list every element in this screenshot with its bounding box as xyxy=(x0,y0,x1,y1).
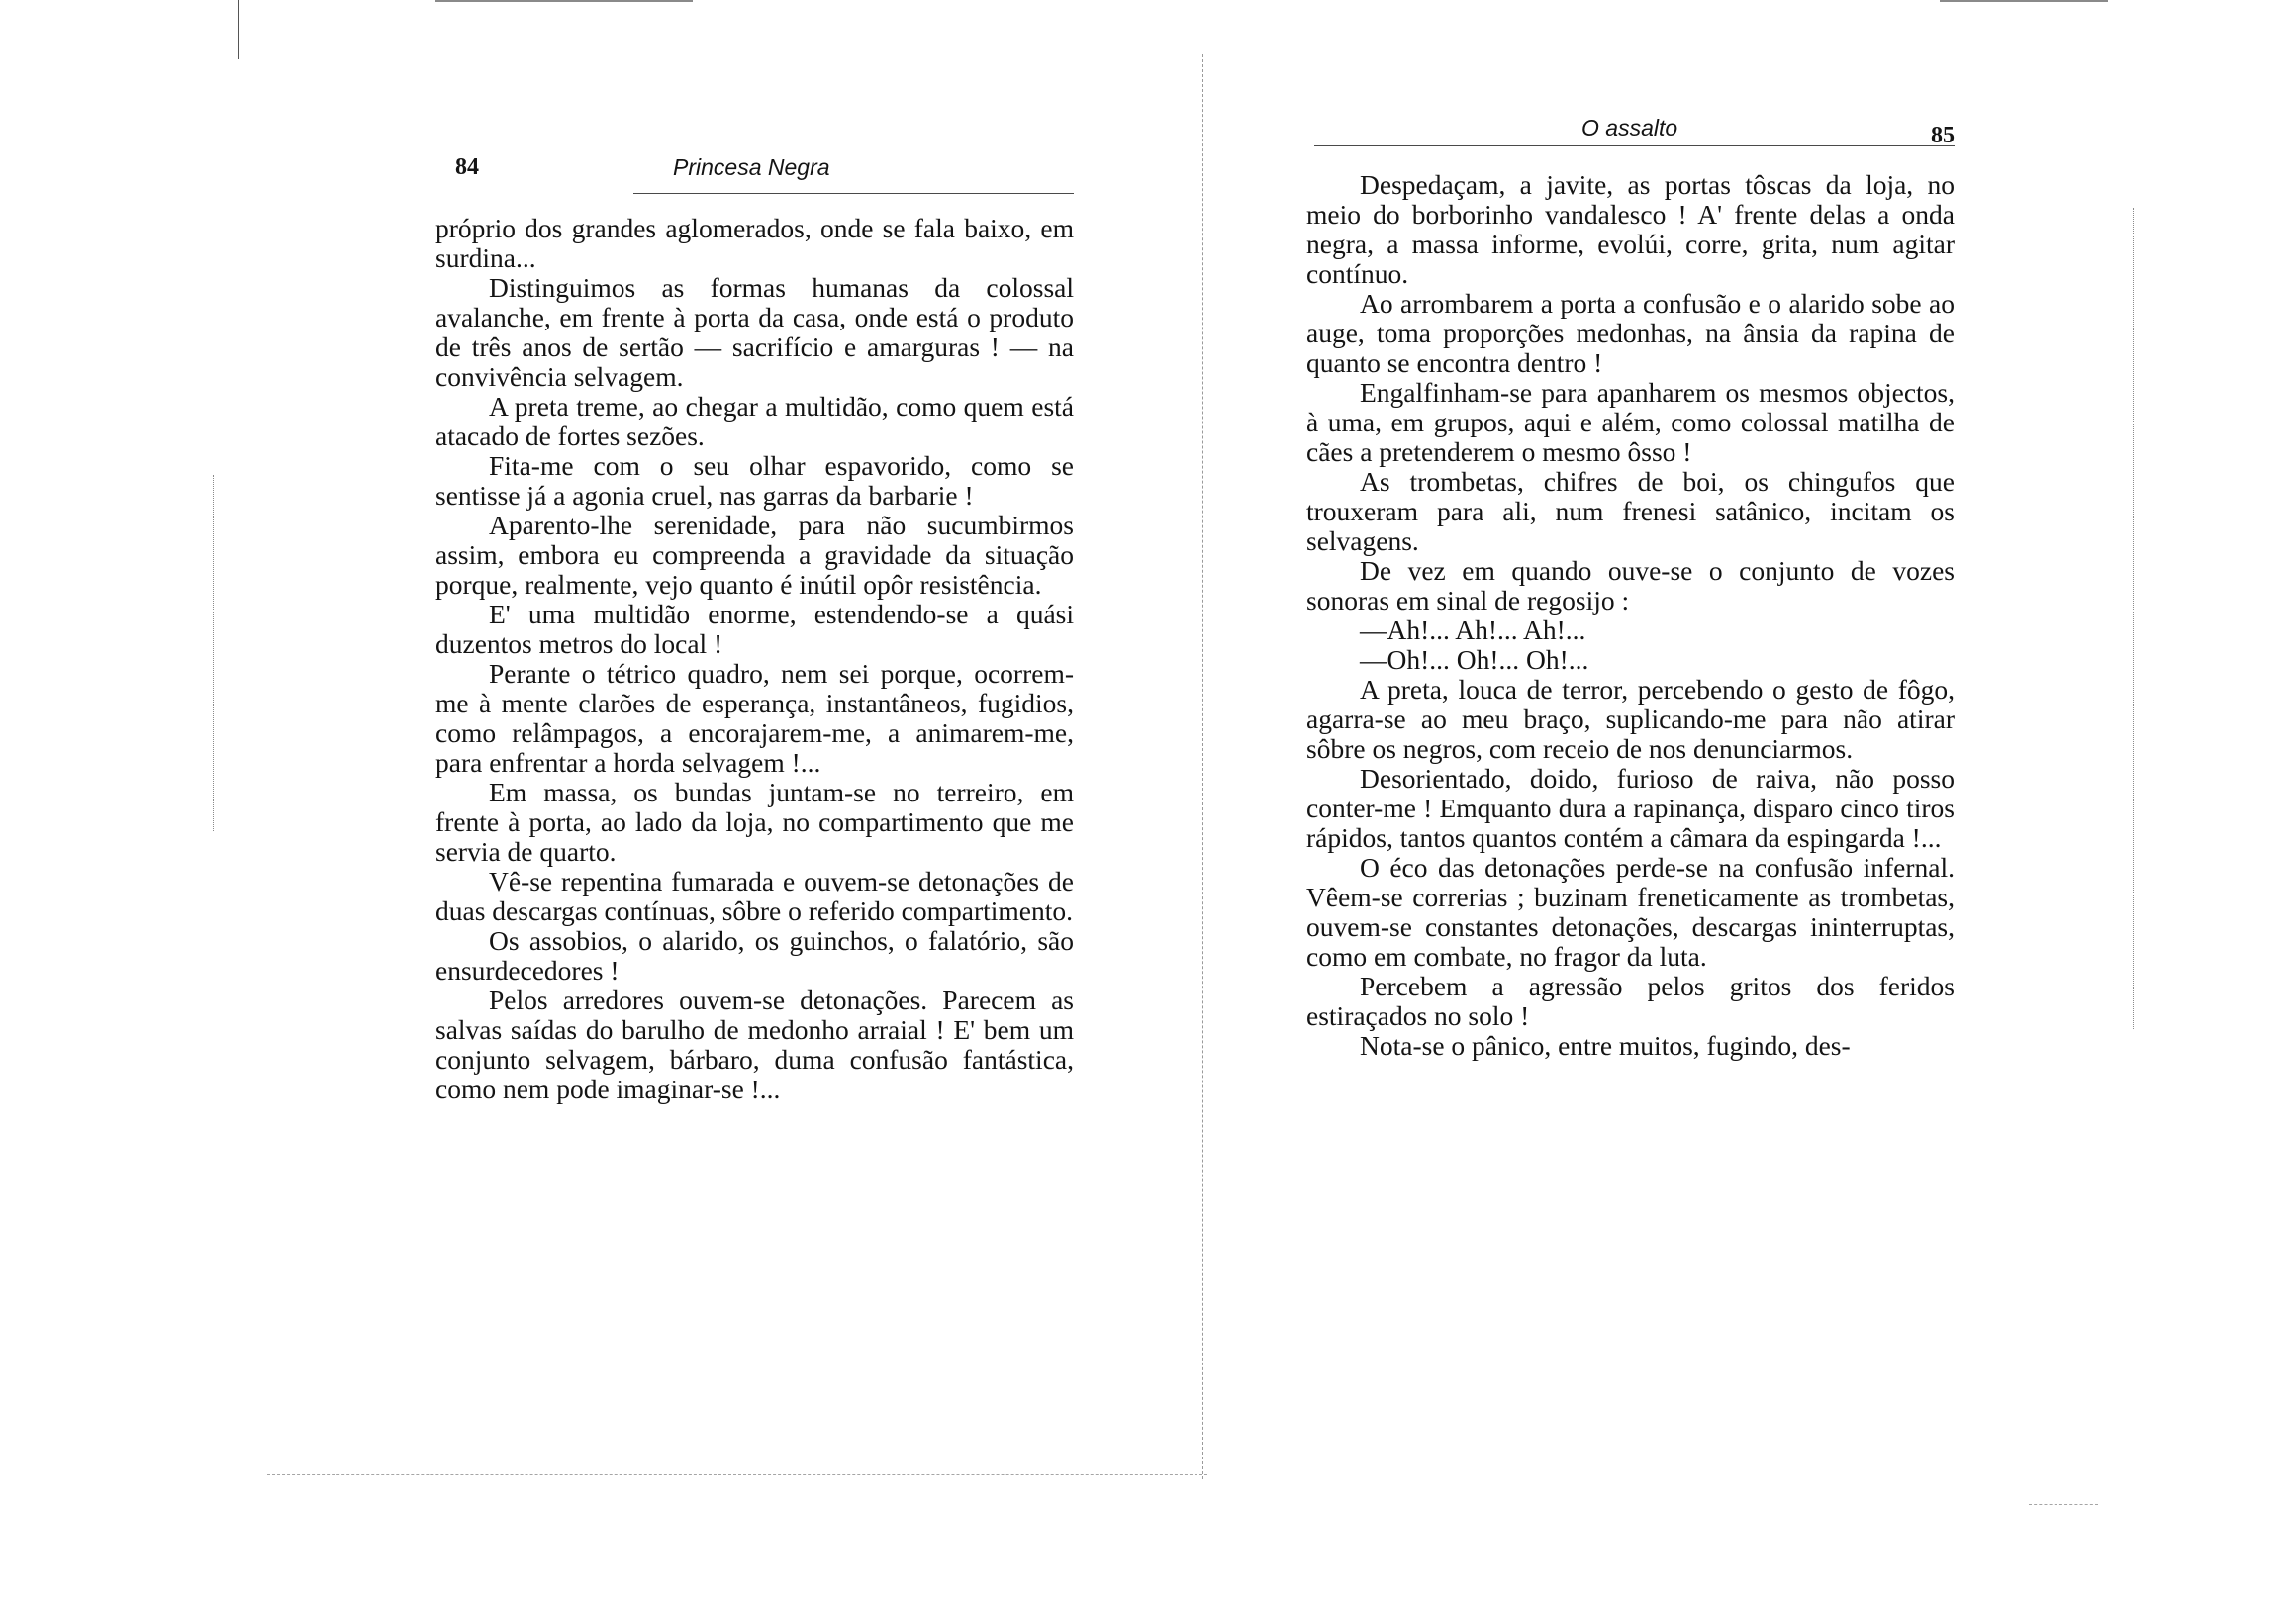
paragraph: Percebem a agressão pelos gritos dos feridos estiraçados no solo ! xyxy=(1306,971,1955,1031)
paragraph: Despedaçam, a javite, as portas tôscas da loja, no meio do borborinho vandalesco ! A' frente delas a onda negra, a massa informe, evolúi, corre, grita, num agitar contínuo. xyxy=(1306,169,1955,289)
right-head-rule xyxy=(1314,145,1955,146)
paragraph: Fita-me com o seu olhar espavorido, como se sentisse já a agonia cruel, nas garras da barbarie ! xyxy=(435,450,1074,511)
paragraph: Distinguimos as formas humanas da colossal avalanche, em frente à porta da casa, onde está o produto de três anos de sertão — sacrifício e amarguras ! — na convivência selvagem. xyxy=(435,272,1074,392)
paragraph: O éco das detonações perde-se na confusão infernal. Vêem-se correrias ; buzinam freneticamente as trombetas, ouvem-se constantes detonações, descargas ininterruptas, como em combate, no fragor da luta. xyxy=(1306,852,1955,972)
paragraph: De vez em quando ouve-se o conjunto de vozes sonoras em sinal de regosijo : xyxy=(1306,555,1955,615)
left-page-text xyxy=(435,214,1074,1104)
dialogue-line: —Ah!... Ah!... Ah!... xyxy=(1360,614,1586,645)
dialogue-line: —Oh!... Oh!... Oh!... xyxy=(1360,644,1589,675)
paragraph: Perante o tétrico quadro, nem sei porque, ocorrem-me à mente clarões de esperança, instantâneos, fugidios, como relâmpagos, a encorajarem-me, a animarem-me, para enfrentar a horda selvagem !... xyxy=(435,658,1074,778)
paragraph: As trombetas, chifres de boi, os chingufos que trouxeram para ali, num frenesi satânico, incitam os selvagens. xyxy=(1306,466,1955,556)
paragraph: Nota-se o pânico, entre muitos, fugindo, des- xyxy=(1360,1030,1851,1061)
paragraph: próprio dos grandes aglomerados, onde se fala baixo, em surdina... xyxy=(435,213,1074,273)
page-gutter xyxy=(1202,54,1203,1479)
scan-mark-left-margin-dots xyxy=(213,475,214,831)
scan-mark-left-margin xyxy=(238,0,239,59)
scan-edge-bottom-right xyxy=(2029,1504,2098,1505)
right-page-text xyxy=(1306,170,1955,1061)
paragraph: Ao arrombarem a porta a confusão e o alarido sobe ao auge, toma proporções medonhas, na ânsia da rapina de quanto se encontra dentro ! xyxy=(1306,288,1955,378)
left-page-number: 84 xyxy=(455,154,479,180)
paragraph: Desorientado, doido, furioso de raiva, não posso conter-me ! Emquanto dura a rapinança, disparo cinco tiros rápidos, tantos quantos contém a câmara da espingarda !... xyxy=(1306,763,1955,853)
left-head-rule xyxy=(633,193,1074,194)
scan-edge-top-right xyxy=(1940,0,2108,2)
paragraph: Aparento-lhe serenidade, para não sucumbirmos assim, embora eu compreenda a gravidade da situação porque, realmente, vejo quanto é inútil opôr resistência. xyxy=(435,510,1074,600)
scan-mark-right-margin-dots xyxy=(2133,208,2134,1029)
paragraph: Os assobios, o alarido, os guinchos, o falatório, são ensurdecedores ! xyxy=(435,925,1074,986)
paragraph: Em massa, os bundas juntam-se no terreiro, em frente à porta, ao lado da loja, no compartimento que me servia de quarto. xyxy=(435,777,1074,867)
right-page xyxy=(1306,111,1955,1061)
left-running-title: Princesa Negra xyxy=(673,154,830,180)
left-page xyxy=(435,148,1074,1104)
scan-edge-bottom-left xyxy=(267,1474,1207,1475)
paragraph: A preta treme, ao chegar a multidão, como quem está atacado de fortes sezões. xyxy=(435,391,1074,451)
left-running-head xyxy=(435,148,1074,194)
scan-edge-top-left xyxy=(435,0,693,2)
paragraph: E' uma multidão enorme, estendendo-se a quási duzentos metros do local ! xyxy=(435,599,1074,659)
right-running-title: O assalto xyxy=(1581,115,1678,141)
right-page-number: 85 xyxy=(1931,123,1955,148)
paragraph: A preta, louca de terror, percebendo o gesto de fôgo, agarra-se ao meu braço, suplicando-me para não atirar sôbre os negros, com receio de nos denunciarmos. xyxy=(1306,674,1955,764)
right-running-head xyxy=(1306,111,1955,156)
paragraph: Pelos arredores ouvem-se detonações. Parecem as salvas saídas do barulho de medonho arraial ! E' bem um conjunto selvagem, bárbaro, duma confusão fantástica, como nem pode imaginar-se !... xyxy=(435,985,1074,1104)
paragraph: Engalfinham-se para apanharem os mesmos objectos, à uma, em grupos, aqui e além, como colossal matilha de cães a pretenderem o mesmo ôsso ! xyxy=(1306,377,1955,467)
paragraph: Vê-se repentina fumarada e ouvem-se detonações de duas descargas contínuas, sôbre o referido compartimento. xyxy=(435,866,1074,926)
